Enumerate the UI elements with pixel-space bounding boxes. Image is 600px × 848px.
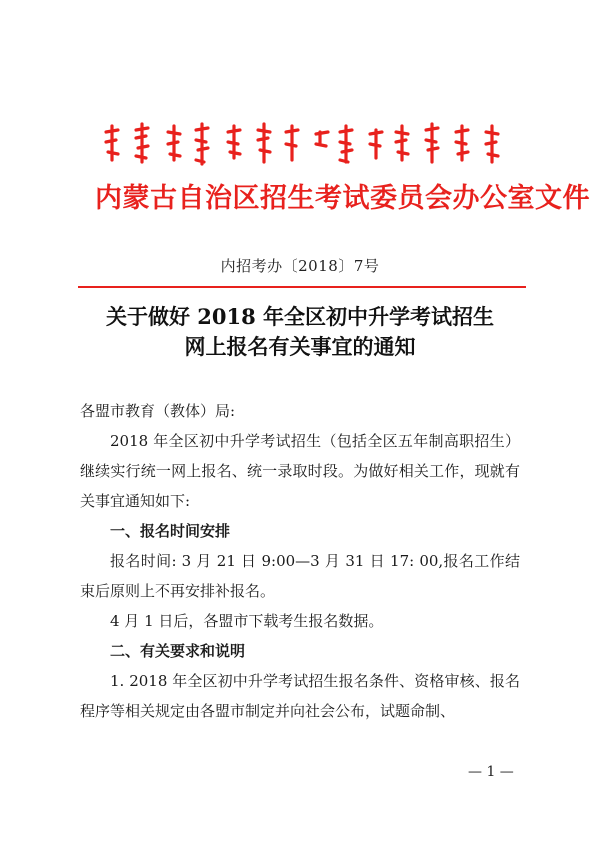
section-heading-2: 二、有关要求和说明 [110,642,246,660]
mongolian-script-header [102,120,502,168]
intro-paragraph: 2018 年全区初中升学考试招生（包括全区五年制高职招生）继续实行统一网上报名、统一录取时段。为做好相关工作，现就有关事宜通知如下: [80,432,520,510]
document-title [0,302,600,362]
document-number: 内招考办〔2018〕7号 [220,257,380,275]
page-number: — 1 — [468,764,514,780]
section-heading-1: 一、报名时间安排 [110,522,231,540]
red-divider-rule [78,286,526,288]
document-body [80,396,520,726]
section1-paragraph-2: 4 月 1 日后，各盟市下载考生报名数据。 [110,612,384,630]
section1-paragraph-1: 报名时间: 3 月 21 日 9:00—3 月 31 日 17: 00,报名工作结束后原则上不再安排补报名。 [80,552,520,600]
section2-paragraph-1: 1. 2018 年全区初中升学考试招生报名条件、资格审核、报名程序等相关规定由各盟市制定并向社会公布，试题命制、 [80,672,520,720]
document-title-line-2: 网上报名有关事宜的通知 [184,334,416,359]
agency-title: 内蒙古自治区招生考试委员会办公室文件 [95,183,590,214]
mongolian-script-glyphs [102,120,502,168]
document-title-line-1: 关于做好 2018 年全区初中升学考试招生 [105,304,495,329]
salutation: 各盟市教育（教体）局: [80,402,236,420]
